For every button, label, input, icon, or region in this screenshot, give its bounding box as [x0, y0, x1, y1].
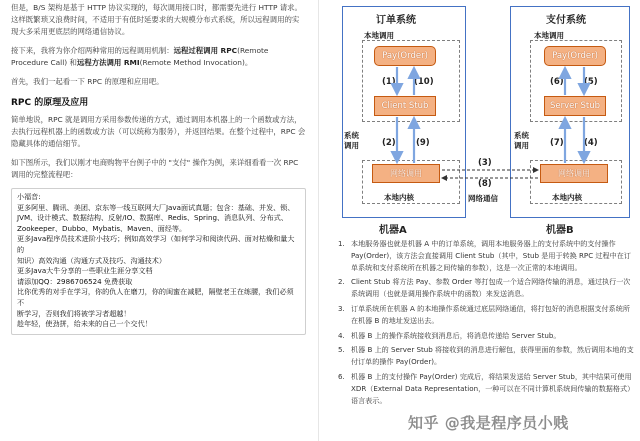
step-num-7: (7) [550, 138, 564, 148]
system-call-label-b-1: 系统 [514, 131, 529, 140]
and-text: 和 [67, 58, 77, 67]
pay-order-box-b: Pay(Order) [544, 46, 606, 66]
quote-line: 小福音: [17, 192, 41, 201]
step-num-4: (4) [584, 138, 598, 148]
step-text: 本地服务器也就是机器 A 中的订单系统，调用本地服务器上的支付系统中的支付操作 Pay(Order)，该方法会直接调用 Client Stub（其中，Stub 是用于转换 RPC 过程中在订单系统和支付系统所在机器之间传输的参数），这是一次正常的本地调用。 [351, 239, 631, 272]
quote-line: 比你优秀的对手在学习，你的仇人在磨刀，你的闺蜜在减肥，隔壁老王在练腰，我们必须不 [17, 287, 294, 307]
local-call-label-b: 本地调用 [534, 31, 564, 40]
step-num-8: (8) [478, 179, 492, 189]
system-call-label-a-1: 系统 [344, 131, 359, 140]
system-call-label-a-2: 调用 [344, 141, 359, 150]
pay-system-title: 支付系统 [546, 15, 586, 26]
step-number: 3. [338, 303, 345, 313]
rpc-term: 远程过程调用 RPC [173, 46, 238, 55]
quote-line: JVM、设计模式、数据结构、反射/IO、数据库、Redis、Spring、消息队列、分布式、 [17, 213, 288, 223]
system-call-label-b-2: 调用 [514, 141, 529, 150]
list-item [338, 303, 636, 327]
step-num-6: (6) [550, 77, 564, 87]
order-system-title: 订单系统 [376, 15, 416, 26]
local-kernel-label-b: 本地内核 [552, 193, 582, 202]
quote-line: 趁年轻，使劲拼，给未来的自己一个交代！ [17, 319, 152, 329]
list-item [338, 330, 636, 342]
network-call-box-b: 网络调用 [540, 164, 608, 183]
rpc-paragraph-2: 如下图所示，我们以刚才电商购物平台例子中的 "支付" 操作为例，来详细看看一次 RPC 调用的完整流程吧： [11, 158, 299, 179]
list-item [338, 238, 636, 273]
network-call-box-a: 网络调用 [372, 164, 440, 183]
step-text: 机器 B 上的 Server Stub 将接收到的消息进行解包，获得里面的参数，然后调用本地的支付订单的操作 Pay(Order)。 [351, 345, 634, 367]
machine-a-label: 机器A [379, 225, 407, 236]
rmi-term: 远程方法调用 RMI [76, 58, 140, 67]
step-num-3: (3) [478, 158, 492, 168]
step-num-1: (1) [382, 77, 396, 87]
local-call-label-a: 本地调用 [364, 31, 394, 40]
pay-order-box-a: Pay(Order) [374, 46, 436, 66]
quote-line: 请添加QQ：2986706524 免费获取 [17, 276, 133, 286]
flow-arrows [332, 0, 634, 236]
step-num-10: (10) [414, 77, 434, 87]
list-item [338, 344, 636, 368]
rpc-flow-diagram [332, 0, 634, 236]
list-item [338, 371, 636, 406]
article-column [0, 0, 312, 441]
promo-quote-block [11, 188, 306, 335]
quote-line: 断学习，否则我们将被学习者超越！ [17, 308, 131, 318]
steps-list [338, 238, 636, 409]
step-number: 4. [338, 330, 345, 340]
column-divider [318, 0, 319, 441]
step-num-2: (2) [382, 138, 396, 148]
step-number: 5. [338, 345, 345, 355]
step-num-9: (9) [416, 138, 430, 148]
intro-2-prefix: 接下来，我将为你介绍两种常用的远程调用机制： [11, 46, 174, 55]
network-comm-label: 网络通信 [468, 194, 498, 203]
step-text: 订单系统所在机器 A 的本地操作系统通过底层网络通信，将打包好的消息根据支付系统所在机器 B 的地址发送出去。 [351, 303, 630, 325]
intro-paragraph-2 [11, 45, 306, 69]
rpc-paragraph-1: 简单地说，RPC 就是调用方采用参数传递的方式，通过调用本机器上的一个函数或方法，去执行远程机器上的函数或方法（可以统称为服务），并返回结果。在整个过程中，RPC 会隐藏具体的通信细节。 [11, 115, 306, 148]
step-number: 6. [338, 371, 345, 381]
quote-line: 更多Java大牛分享的一些职业生涯分享文档 [17, 266, 153, 276]
machine-b-label: 机器B [546, 225, 574, 236]
quote-line: 知识）高效沟通（沟通方式及技巧、沟通技术） [17, 255, 166, 265]
step-text: 机器 B 上的操作系统接收到消息后，将消息传递给 Server Stub。 [351, 330, 561, 340]
intro-paragraph-3: 首先，我们一起看一下 RPC 的原理和应用吧。 [11, 77, 164, 86]
server-stub-box: Server Stub [544, 96, 606, 116]
quote-line: Zookeeper、Dubbo、Mybatis、Maven、面经等。 [17, 223, 187, 233]
rpc-english: (Remote Procedure Call) [11, 46, 269, 67]
section-heading: RPC 的原理及应用 [11, 98, 89, 108]
list-item [338, 276, 636, 300]
step-text: Client Stub 将方法 Pay、参数 Order 等打包成一个适合网络传输的消息，通过执行一次系统调用（也就是调用操作系统中的函数）来发送消息。 [351, 277, 631, 299]
step-number: 1. [338, 239, 345, 248]
step-text: 机器 B 上的支付操作 Pay(Order) 完成后，将结果发送给 Server Stub，其中结果可使用 XDR（External Data Representation，一种可以在不同计算机系统间传输的数据格式）语言表示。 [351, 371, 635, 405]
step-num-5: (5) [584, 77, 598, 87]
quote-line: 更多阿里、腾讯、美团、京东等一线互联网大厂Java面试真题；包含：基础、并发、锁、 [17, 202, 295, 212]
quote-line: 更多Java程序员技术进阶小技巧；例如高效学习（如何学习和阅读代码、面对枯燥和量大的 [17, 234, 295, 254]
local-kernel-label-a: 本地内核 [384, 193, 414, 202]
step-number: 2. [338, 277, 345, 287]
client-stub-box: Client Stub [374, 96, 436, 116]
intro-paragraph-1: 但是，B/S 架构是基于 HTTP 协议实现的，每次调用接口时，都需要先进行 HTTP 请求。这样既繁琐又浪费时间，不适用于有低时延要求的大规模分布式系统，所以远程调用的实现大多采用更底层的网络通信协议。 [11, 3, 302, 36]
zhihu-watermark: 知乎 @我是程序员小贱 [408, 414, 569, 432]
rmi-english: (Remote Method Invocation)。 [139, 58, 253, 67]
